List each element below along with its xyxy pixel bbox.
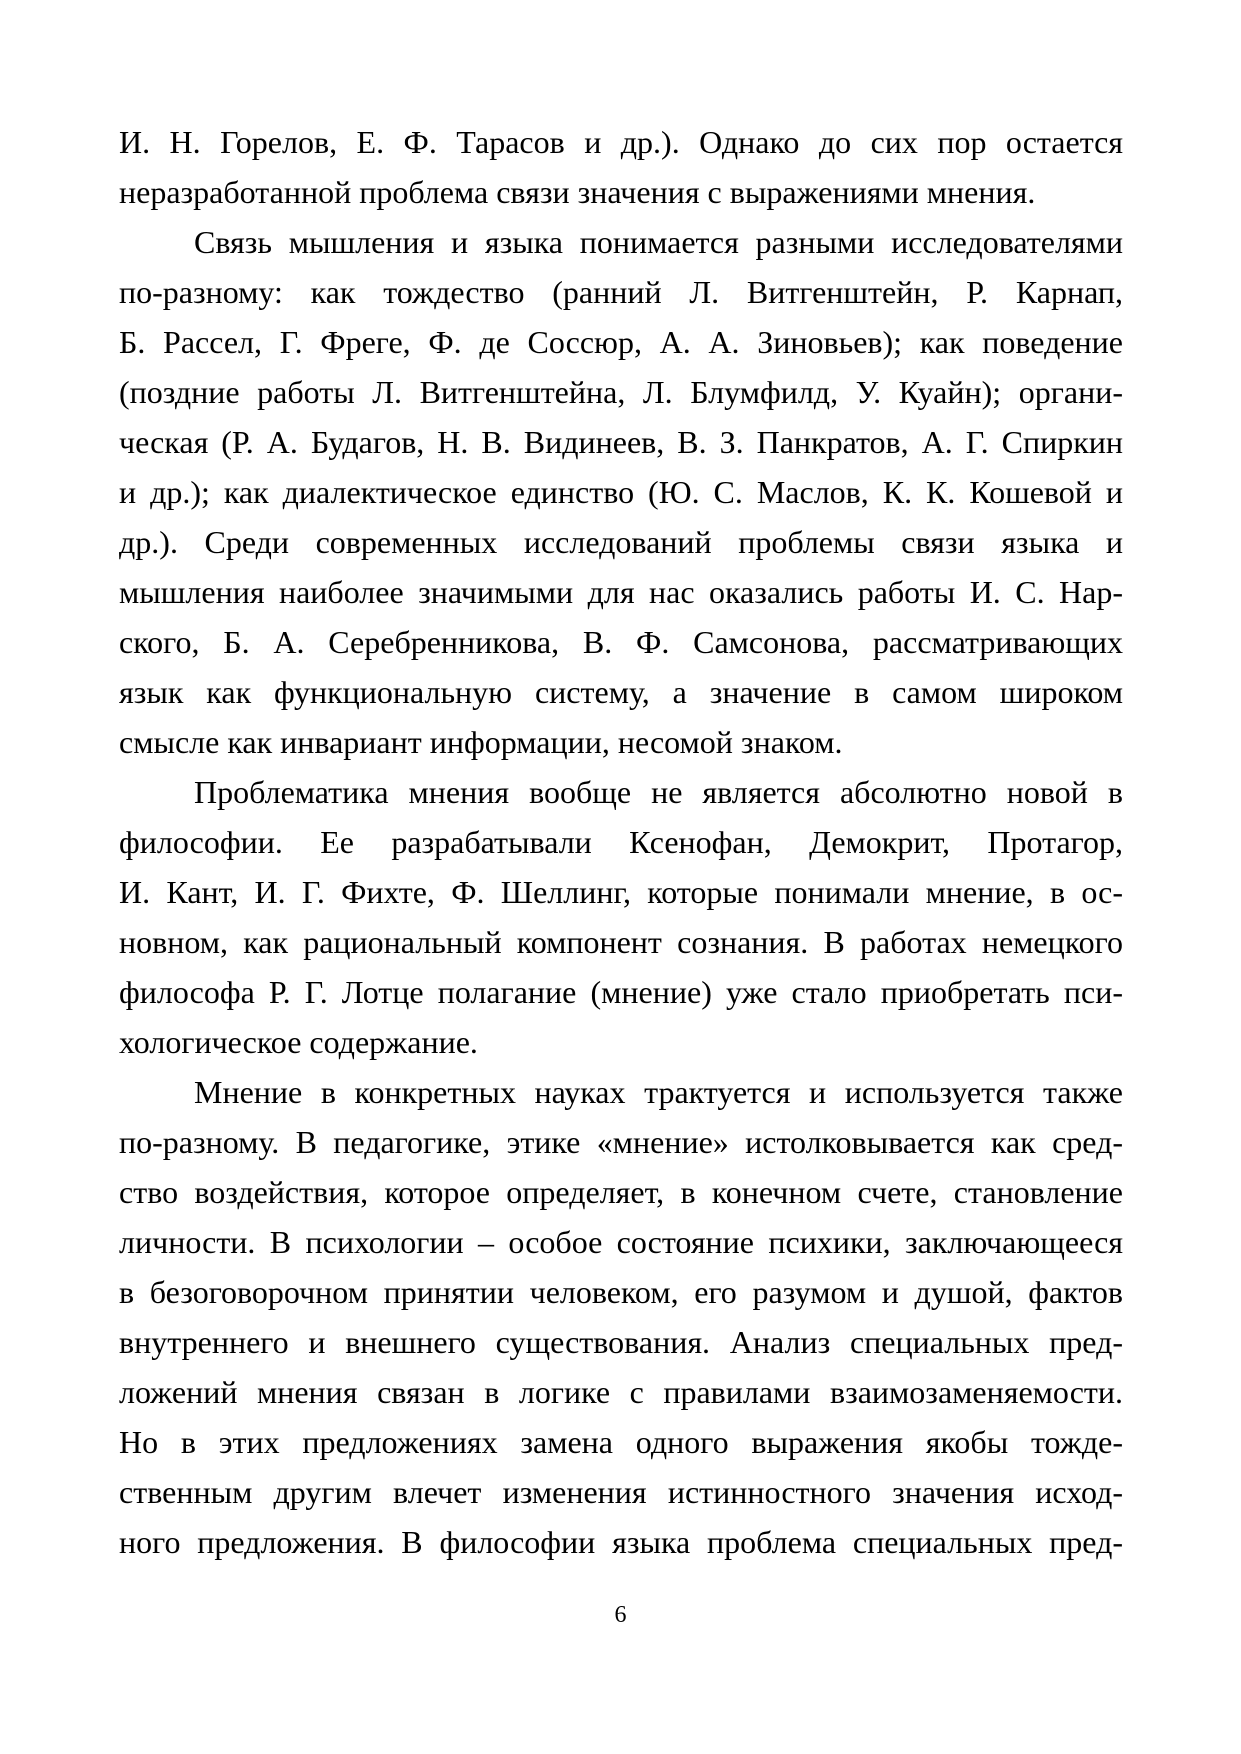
text-line: и др.); как диалектическое единство (Ю. С. Маслов, К. К. Кошевой и bbox=[119, 474, 1123, 510]
text-line: Б. Рассел, Г. Фреге, Ф. де Соссюр, А. А. Зиновьев); как поведение bbox=[119, 324, 1123, 360]
text-line: внутреннего и внешнего существования. Анализ специальных пред- bbox=[119, 1324, 1123, 1360]
text-line: язык как функциональную систему, а значение в самом широком bbox=[119, 674, 1123, 710]
text-line: философа Р. Г. Лотце полагание (мнение) уже стало приобретать пси- bbox=[119, 974, 1123, 1010]
text-line: ческая (Р. А. Будагов, Н. В. Видинеев, В. З. Панкратов, А. Г. Спиркин bbox=[119, 424, 1123, 460]
text-line: И. Кант, И. Г. Фихте, Ф. Шеллинг, которые понимали мнение, в ос- bbox=[119, 874, 1123, 910]
text-line: новном, как рациональный компонент сознания. В работах немецкого bbox=[119, 924, 1123, 960]
body-text bbox=[119, 117, 1123, 1567]
text-line: ство воздействия, которое определяет, в конечном счете, становление bbox=[119, 1174, 1123, 1210]
page-number: 6 bbox=[614, 1602, 627, 1628]
paragraph bbox=[119, 117, 1123, 217]
text-line: Связь мышления и языка понимается разными исследователями bbox=[194, 224, 1123, 260]
text-line: по-разному. В педагогике, этике «мнение» истолковывается как сред- bbox=[119, 1124, 1123, 1160]
text-line: (поздние работы Л. Витгенштейна, Л. Блумфилд, У. Куайн); органи- bbox=[119, 374, 1123, 410]
paragraph bbox=[119, 1067, 1123, 1567]
text-line: ского, Б. А. Серебренникова, В. Ф. Самсонова, рассматривающих bbox=[119, 624, 1123, 660]
text-line: философии. Ее разрабатывали Ксенофан, Демокрит, Протагор, bbox=[119, 824, 1123, 860]
text-line: ложений мнения связан в логике с правилами взаимозаменяемости. bbox=[119, 1374, 1123, 1410]
text-line: Мнение в конкретных науках трактуется и используется также bbox=[194, 1074, 1123, 1110]
text-line: ственным другим влечет изменения истинностного значения исход- bbox=[119, 1474, 1123, 1510]
text-line: неразработанной проблема связи значения с выражениями мнения. bbox=[119, 174, 1036, 210]
text-line: в безоговорочном принятии человеком, его разумом и душой, фактов bbox=[119, 1274, 1123, 1310]
text-line: ного предложения. В философии языка проблема специальных пред- bbox=[119, 1524, 1123, 1560]
text-line: др.). Среди современных исследований проблемы связи языка и bbox=[119, 524, 1123, 560]
text-line: Проблематика мнения вообще не является абсолютно новой в bbox=[194, 774, 1123, 810]
text-line: Но в этих предложениях замена одного выражения якобы тожде- bbox=[119, 1424, 1123, 1460]
paragraph bbox=[119, 217, 1123, 767]
text-line: личности. В психологии – особое состояние психики, заключающееся bbox=[119, 1224, 1123, 1260]
text-line: по-разному: как тождество (ранний Л. Витгенштейн, Р. Карнап, bbox=[119, 274, 1123, 310]
paragraph bbox=[119, 767, 1123, 1067]
text-line: хологическое содержание. bbox=[119, 1024, 478, 1060]
text-line: смысле как инвариант информации, несомой знаком. bbox=[119, 724, 843, 760]
text-line: И. Н. Горелов, Е. Ф. Тарасов и др.). Однако до сих пор остается bbox=[119, 124, 1123, 160]
text-line: мышления наиболее значимыми для нас оказались работы И. С. Нар- bbox=[119, 574, 1123, 610]
